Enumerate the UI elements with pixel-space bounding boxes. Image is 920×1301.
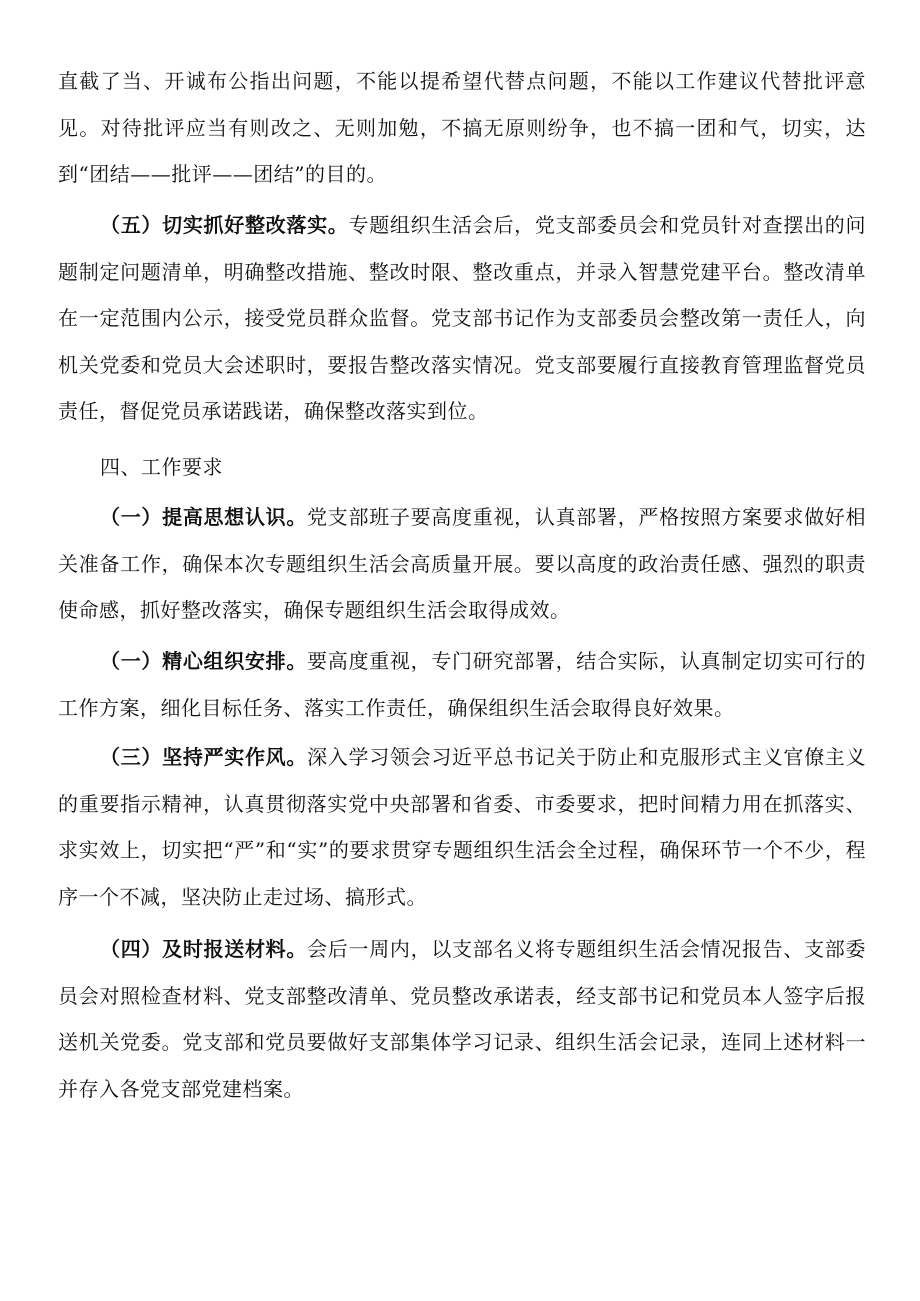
paragraph-lead: （五）切实抓好整改落实。 (100, 213, 349, 237)
paragraph-lead: （一）提高思想认识。 (100, 505, 308, 529)
paragraph-text: 专题组织生活会后，党支部委员会和党员针对查摆出的问题制定问题清单，明确整改措施、整改时限、整改重点，并录入智慧党建平台。整改清单在一定范围内公示，接受党员群众监督。党支部书记作为支部委员会整改第一责任人，向机关党委和党员大会述职时，要报告整改落实情况。党支部要履行直接教育管理监督党员责任，督促党员承诺践诺，确保整改落实到位。 (58, 213, 866, 423)
paragraph-awareness (58, 494, 866, 634)
section-heading-work-requirements: 四、工作要求 (100, 455, 223, 479)
paragraph-lead: （一）精心组织安排。 (100, 649, 308, 673)
paragraph-text: 深入学习领会习近平总书记关于防止和克服形式主义官僚主义的重要指示精神，认真贯彻落实党中央部署和省委、市委要求，把时间精力用在抓落实、求实效上，切实把“严”和“实”的要求贯穿专题组织生活会全过程，确保环节一个不少，程序一个不减，坚决防止走过场、搞形式。 (58, 745, 867, 909)
paragraph-text: 直截了当、开诚布公指出问题，不能以提希望代替点问题，不能以工作建议代替批评意见。对待批评应当有则改之、无则加勉，不搞无原则纷争，也不搞一团和气，切实，达到“团结——批评——团结”的目的。 (58, 69, 866, 186)
paragraph-organization (58, 638, 866, 731)
paragraph-submission (58, 926, 866, 1112)
paragraph-criticism (58, 58, 866, 198)
paragraph-text: 要高度重视，专门研究部署，结合实际，认真制定切实可行的工作方案，细化目标任务、落实工作责任，确保组织生活会取得良好效果。 (58, 649, 867, 720)
paragraph-rectification (58, 202, 866, 435)
paragraph-lead: （四）及时报送材料。 (100, 937, 308, 961)
paragraph-text: 会后一周内，以支部名义将专题组织生活会情况报告、支部委员会对照检查材料、党支部整改清单、党员整改承诺表，经支部书记和党员本人签字后报送机关党委。党支部和党员要做好支部集体学习记录、组织生活会记录，连同上述材料一并存入各党支部党建档案。 (58, 937, 867, 1101)
paragraph-work-style (58, 734, 866, 920)
paragraph-lead: （三）坚持严实作风。 (100, 745, 308, 769)
paragraph-text: 党支部班子要高度重视，认真部署，严格按照方案要求做好相关准备工作，确保本次专题组织生活会高质量开展。要以高度的政治责任感、强烈的职责使命感，抓好整改落实，确保专题组织生活会取得成效。 (58, 505, 867, 622)
